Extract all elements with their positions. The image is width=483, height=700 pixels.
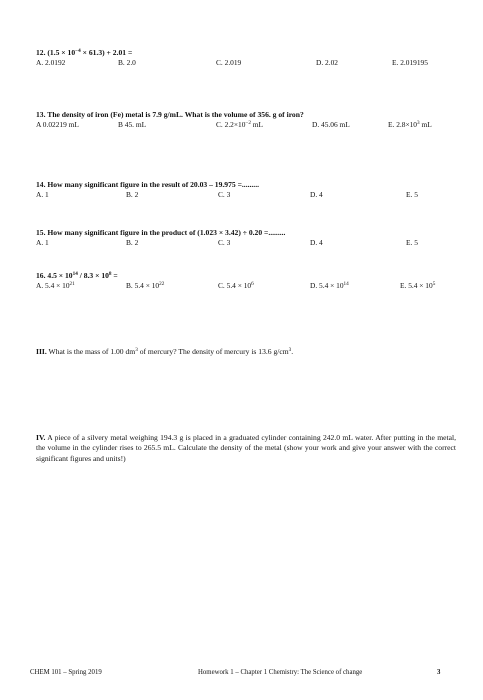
option-e: E. 5 <box>406 238 418 247</box>
answer-options <box>36 120 456 130</box>
option-c: C. $2.2\times 10^{-2}$ mL <box>216 120 264 129</box>
option-d: D. $5.4 \times 10^{14}$ <box>310 281 349 290</box>
option-c: C. 3 <box>218 238 231 247</box>
footer-course: CHEM 101 – Spring 2019 <box>30 669 102 676</box>
option-a: A. 2.0192 <box>36 58 66 67</box>
section-iv: IV. A piece of a silvery metal weighing 194.3 g is placed in a graduated cylinder containing 242.0 mL water. After putting in the metal, the volume in the cylinder rises to 265.5 mL. Calculate the density of the metal (show your work and give your answer with the correct significant figures and units!) <box>36 433 456 463</box>
option-c: C. 2.019 <box>216 58 242 67</box>
question-12 <box>36 48 456 68</box>
answer-options <box>36 238 456 248</box>
question-stem: 16. $4.5 \times 10^{14} / 8.3 \times 10^8$ = <box>36 271 118 280</box>
question-14 <box>36 180 456 200</box>
question-13 <box>36 110 456 130</box>
question-stem: 12. $(1.5 \times 10^{-4} \times 61.3) + 2.01$ = <box>36 48 133 57</box>
option-a: A. 1 <box>36 190 49 199</box>
footer-title: Homework 1 – Chapter 1 Chemistry: The Science of change <box>198 669 363 676</box>
option-e: E. 2.019195 <box>392 58 428 67</box>
question-stem: 15. How many significant figure in the product of (1.023 × 3.42) ÷ 0.20 =......... <box>36 228 286 237</box>
option-e: E. $5.4 \times 10^5$ <box>400 281 436 290</box>
option-d: D. 4 <box>310 190 323 199</box>
question-15 <box>36 228 456 248</box>
answer-options <box>36 190 456 200</box>
option-e: E. $2.8\times 10^3$ mL <box>388 120 432 129</box>
question-stem: 13. The density of iron (Fe) metal is 7.9 g/mL. What is the volume of 356. g of iron? <box>36 110 304 119</box>
option-b: B. $5.4 \times 10^{22}$ <box>126 281 165 290</box>
option-a: A 0.02219 mL <box>36 120 79 129</box>
question-16 <box>36 271 456 291</box>
option-c: C. $5.4 \times 10^6$ <box>218 281 254 290</box>
answer-options <box>36 281 456 291</box>
option-b: B. 2 <box>126 190 139 199</box>
option-a: A. 1 <box>36 238 49 247</box>
option-a: A. $5.4 \times 10^{21}$ <box>36 281 75 290</box>
option-b: B. 2.0 <box>118 58 136 67</box>
option-e: E. 5 <box>406 190 418 199</box>
option-d: D. 45.06 mL <box>312 120 350 129</box>
option-c: C. 3 <box>218 190 231 199</box>
option-d: D. 4 <box>310 238 323 247</box>
answer-options <box>36 58 456 68</box>
option-b: B 45. mL <box>118 120 147 129</box>
option-d: D. 2.02 <box>316 58 338 67</box>
question-stem: 14. How many significant figure in the result of 20.03 – 19.975 =......... <box>36 180 259 189</box>
option-b: B. 2 <box>126 238 139 247</box>
page-number: 3 <box>437 669 441 676</box>
section-iii: III. What is the mass of 1.00 $dm^3$ of mercury? The density of mercury is 13.6 $g/cm^3$. <box>36 347 294 356</box>
